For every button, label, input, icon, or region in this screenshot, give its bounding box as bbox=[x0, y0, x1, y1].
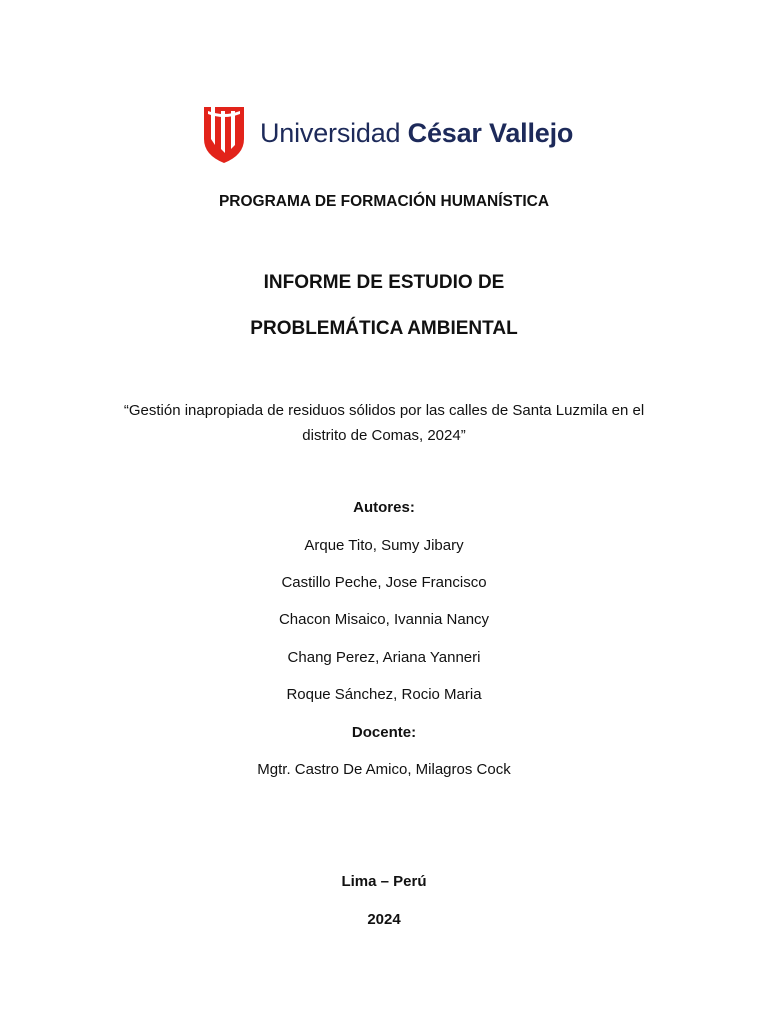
university-name-regular: Universidad bbox=[260, 117, 408, 148]
location: Lima – Perú bbox=[341, 873, 427, 890]
author-name: Castillo Peche, Jose Francisco bbox=[281, 574, 487, 591]
author-name: Roque Sánchez, Rocio Maria bbox=[286, 686, 482, 703]
program-heading: PROGRAMA DE FORMACIÓN HUMANÍSTICA bbox=[218, 193, 550, 210]
report-title-line2: PROBLEMÁTICA AMBIENTAL bbox=[250, 318, 518, 339]
author-name: Chang Perez, Ariana Yanneri bbox=[287, 649, 481, 666]
university-name-bold: César Vallejo bbox=[407, 117, 574, 148]
authors-label: Autores: bbox=[353, 499, 415, 516]
university-logo bbox=[202, 104, 573, 166]
university-shield-icon bbox=[202, 105, 246, 165]
university-name bbox=[260, 118, 573, 149]
author-name: Arque Tito, Sumy Jibary bbox=[304, 537, 464, 554]
teacher-label: Docente: bbox=[351, 724, 417, 741]
report-title-line1: INFORME DE ESTUDIO DE bbox=[263, 272, 505, 293]
year: 2024 bbox=[367, 911, 401, 928]
teacher-name: Mgtr. Castro De Amico, Milagros Cock bbox=[257, 761, 511, 778]
author-name: Chacon Misaico, Ivannia Nancy bbox=[278, 611, 490, 628]
report-subject: “Gestión inapropiada de residuos sólidos por las calles de Santa Luzmila en el distrito de Comas, 2024” bbox=[123, 402, 645, 444]
